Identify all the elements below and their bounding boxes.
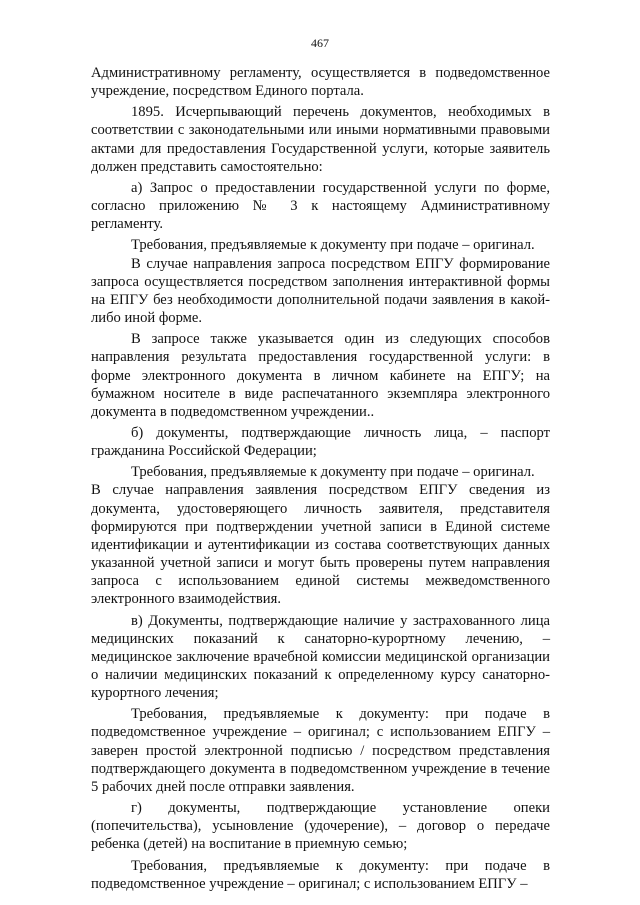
paragraph-requirements: Требования, предъявляемые к документу при подаче – оригинал. xyxy=(131,464,535,481)
paragraph-epgu-request: В случае направления запроса посредством ЕПГУ формирование запроса осуществляется посредством заполнения интерактивной формы на ЕПГУ без необходимости дополнительной подачи заявления в какой-либо иной форме. xyxy=(91,255,550,327)
paragraph-item-b: б) документы, подтверждающие личность лица, – паспорт гражданина Российской Федерации; xyxy=(91,424,550,460)
paragraph-item-1895: 1895. Исчерпывающий перечень документов, необходимых в соответствии с законодательными или иными нормативными правовыми актами для предоставления Государственной услуги, которые заявитель должен представить самостоятельно: xyxy=(91,104,550,175)
paragraph-continuation: Административному регламенту, осуществляется в подведомственное учреждение, посредством Единого портала. xyxy=(91,65,550,100)
paragraph-item-v: в) Документы, подтверждающие наличие у застрахованного лица медицинских показаний к санаторно-курортному лечению, – медицинское заключение врачебной комиссии медицинской организации о наличии медицинских показаний к определенному курсу санаторно-курортного лечения; xyxy=(91,612,550,702)
paragraph-result-method: В запросе также указывается один из следующих способов направления результата предоставления государственной услуги: в форме электронного документа в личном кабинете на ЕПГУ; на бумажном носителе в виде распечатанного экземпляра электронного документа в подведомственном учреждении.. xyxy=(91,331,550,420)
paragraph-requirements-signature: Требования, предъявляемые к документу: при подаче в подведомственное учреждение – оригинал; с использованием ЕПГУ – заверен простой электронной подписью / посредством представления подтверждающего документа в подведомственном учреждение в течение 5 рабочих дней после отправки заявления. xyxy=(91,706,550,795)
paragraph-requirements-continued: Требования, предъявляемые к документу: при подаче в подведомственное учреждение – оригинал; с использованием ЕПГУ – xyxy=(91,857,550,892)
paragraph-item-a: а) Запрос о предоставлении государственной услуги по форме, согласно приложению № 3 к настоящему Административному регламенту. xyxy=(91,179,550,233)
page-number: 467 xyxy=(311,36,329,50)
paragraph-item-g: г) документы, подтверждающие установление опеки (попечительства), усыновление (удочерение), – договор о передаче ребенка (детей) на воспитание в приемную семью; xyxy=(91,800,550,853)
paragraph-epgu-identity: В случае направления заявления посредством ЕПГУ сведения из документа, удостоверяющего личность заявителя, представителя формируются при подтверждении учетной записи в Единой системе идентификации и аутентификации из состава соответствующих данных указанной учетной записи и могут быть проверены путем направления запроса с использованием единой системы межведомственного электронного взаимодействия. xyxy=(91,482,550,608)
paragraph-requirements: Требования, предъявляемые к документу при подаче – оригинал. xyxy=(131,237,535,254)
document-body xyxy=(91,64,550,893)
